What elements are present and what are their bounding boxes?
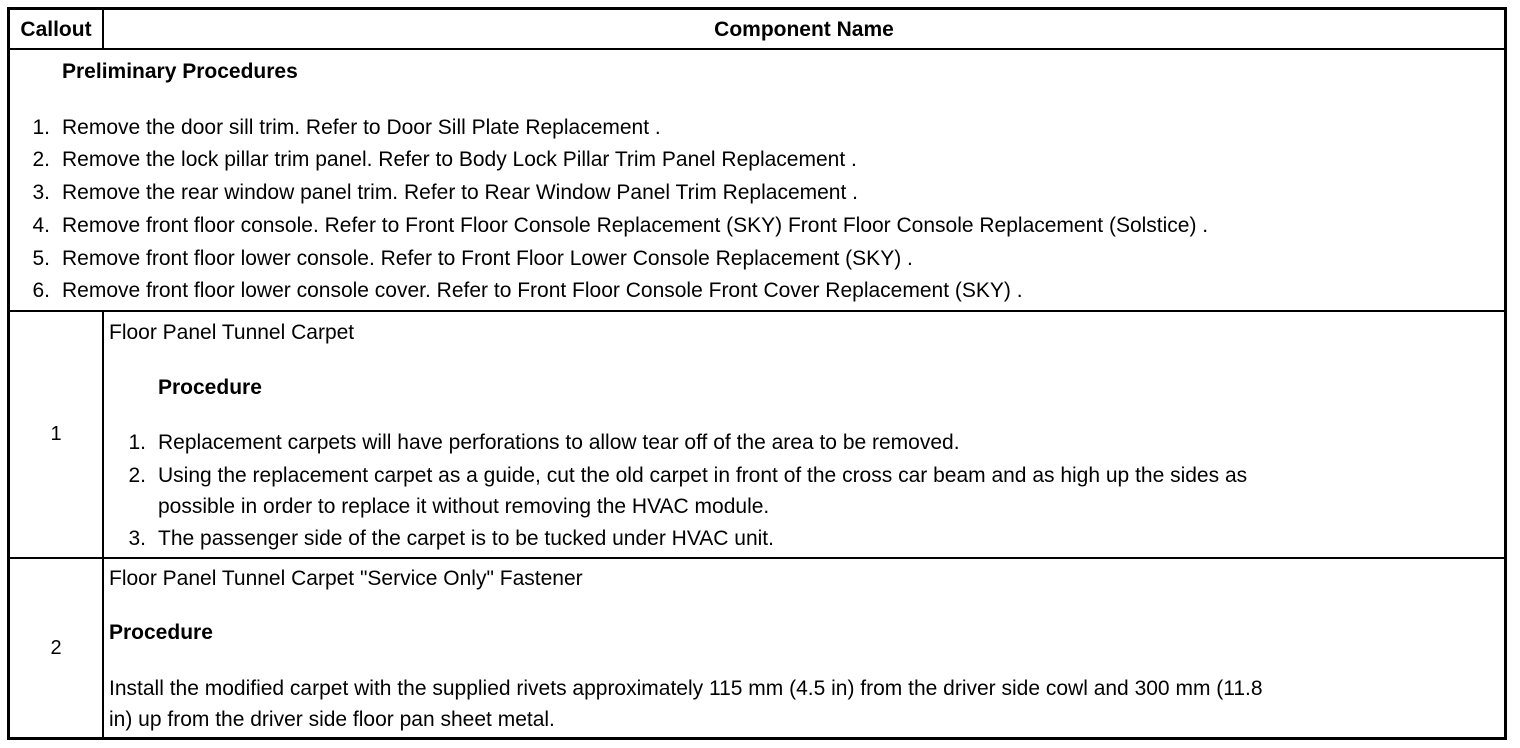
procedure-text: Install the modified carpet with the supplied rivets approximately 115 mm (4.5 in) from the driver side cowl and 300 mm (11.8 bbox=[109, 677, 1263, 700]
step-number: 1. bbox=[32, 116, 50, 139]
step-number: 2. bbox=[128, 464, 146, 487]
step-number: 1. bbox=[128, 431, 146, 454]
procedure-title: Procedure bbox=[109, 621, 213, 644]
procedure-text-continued: in) up from the driver side floor pan sheet metal. bbox=[109, 708, 555, 731]
component-cell bbox=[104, 312, 1504, 557]
preliminary-procedures-row bbox=[10, 50, 1504, 312]
step-number: 5. bbox=[32, 247, 50, 270]
callout-number: 1 bbox=[10, 312, 104, 557]
component-name: Floor Panel Tunnel Carpet "Service Only" Fastener bbox=[109, 567, 583, 590]
component-name: Floor Panel Tunnel Carpet bbox=[109, 321, 355, 344]
step-number: 4. bbox=[32, 214, 50, 237]
procedure-title: Procedure bbox=[158, 376, 262, 399]
preliminary-title: Preliminary Procedures bbox=[62, 60, 298, 83]
callout-number: 2 bbox=[10, 559, 104, 737]
component-name-header: Component Name bbox=[714, 18, 894, 41]
step-number: 3. bbox=[32, 181, 50, 204]
step-number: 3. bbox=[128, 527, 146, 550]
step-number: 2. bbox=[32, 148, 50, 171]
step-text: Remove front floor console. Refer to Front Floor Console Replacement (SKY) Front Floor Console Replacement (Solstice) . bbox=[62, 214, 1209, 237]
table-header bbox=[10, 10, 1504, 50]
step-text: Using the replacement carpet as a guide, cut the old carpet in front of the cross car beam and as high up the sides as bbox=[158, 464, 1248, 487]
step-text: Remove the rear window panel trim. Refer to Rear Window Panel Trim Replacement . bbox=[62, 181, 858, 204]
step-text: Remove front floor lower console cover. Refer to Front Floor Console Front Cover Replacement (SKY) . bbox=[62, 279, 1023, 302]
step-text-continued: possible in order to replace it without removing the HVAC module. bbox=[158, 495, 770, 518]
component-cell bbox=[104, 559, 1504, 737]
step-text: Remove front floor lower console. Refer to Front Floor Lower Console Replacement (SKY) . bbox=[62, 247, 913, 270]
step-number: 6. bbox=[32, 279, 50, 302]
component-row bbox=[10, 559, 1504, 737]
step-text: Replacement carpets will have perforations to allow tear off of the area to be removed. bbox=[158, 431, 960, 454]
callout-header: Callout bbox=[10, 10, 104, 48]
step-text: Remove the lock pillar trim panel. Refer to Body Lock Pillar Trim Panel Replacement . bbox=[62, 148, 857, 171]
step-text: Remove the door sill trim. Refer to Door Sill Plate Replacement . bbox=[62, 116, 661, 139]
step-text: The passenger side of the carpet is to be tucked under HVAC unit. bbox=[158, 527, 774, 550]
procedure-table bbox=[7, 7, 1507, 740]
component-row bbox=[10, 312, 1504, 559]
